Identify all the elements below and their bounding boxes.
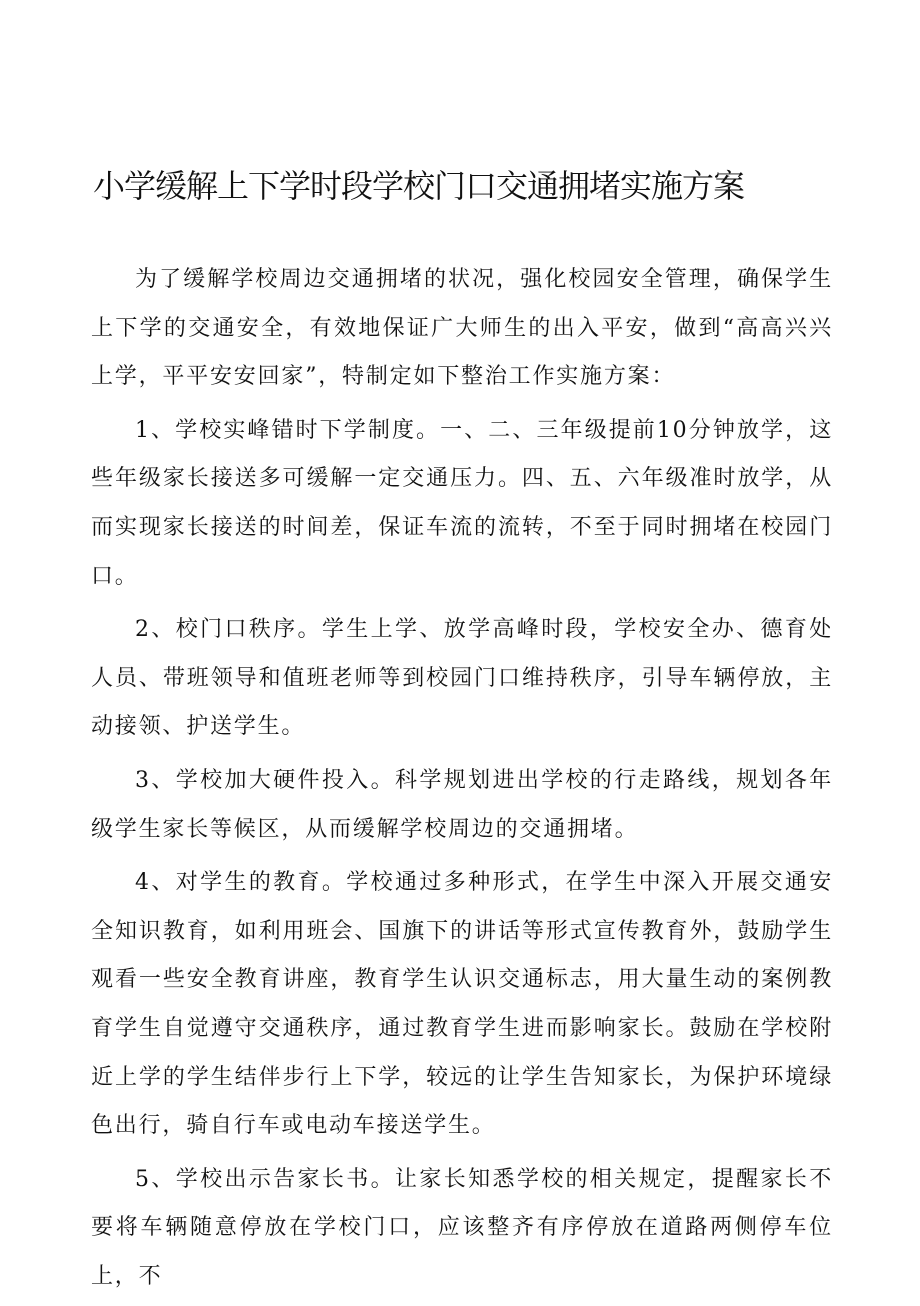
- item-5-paragraph: 5、学校出示告家长书。让家长知悉学校的相关规定，提醒家长不要将车辆随意停放在学校门口，应该整齐有序停放在道路两侧停车位上，不: [91, 1166, 833, 1289]
- item-1-paragraph: 1、学校实峰错时下学制度。一、二、三年级提前10分钟放学，这些年级家长接送多可缓解一定交通压力。四、五、六年级准时放学，从而实现家长接送的时间差，保证车流的流转，不至于同时拥堵在校园门口。: [91, 417, 833, 589]
- intro-paragraph: 为了缓解学校周边交通拥堵的状况，强化校园安全管理，确保学生上下学的交通安全，有效地保证广大师生的出入平安，做到“高高兴兴上学，平平安安回家”，特制定如下整治工作实施方案：: [91, 267, 833, 390]
- item-4-paragraph: 4、对学生的教育。学校通过多种形式，在学生中深入开展交通安全知识教育，如利用班会、国旗下的讲话等形式宣传教育外，鼓励学生观看一些安全教育讲座，教育学生认识交通标志，用大量生动的案例教育学生自觉遵守交通秩序，通过教育学生进而影响家长。鼓励在学校附近上学的学生结伴步行上下学，较远的让学生告知家长，为保护环境绿色出行，骑自行车或电动车接送学生。: [91, 870, 833, 1139]
- item-3-paragraph: 3、学校加大硬件投入。科学规划进出学校的行走路线，规划各年级学生家长等候区，从而缓解学校周边的交通拥堵。: [91, 767, 833, 842]
- document-body: [91, 256, 833, 1306]
- item-2-paragraph: 2、校门口秩序。学生上学、放学高峰时段，学校安全办、德育处人员、带班领导和值班老师等到校园门口维持秩序，引导车辆停放，主动接领、护送学生。: [91, 617, 833, 740]
- document-title: 小学缓解上下学时段学校门口交通拥堵实施方案: [93, 167, 745, 205]
